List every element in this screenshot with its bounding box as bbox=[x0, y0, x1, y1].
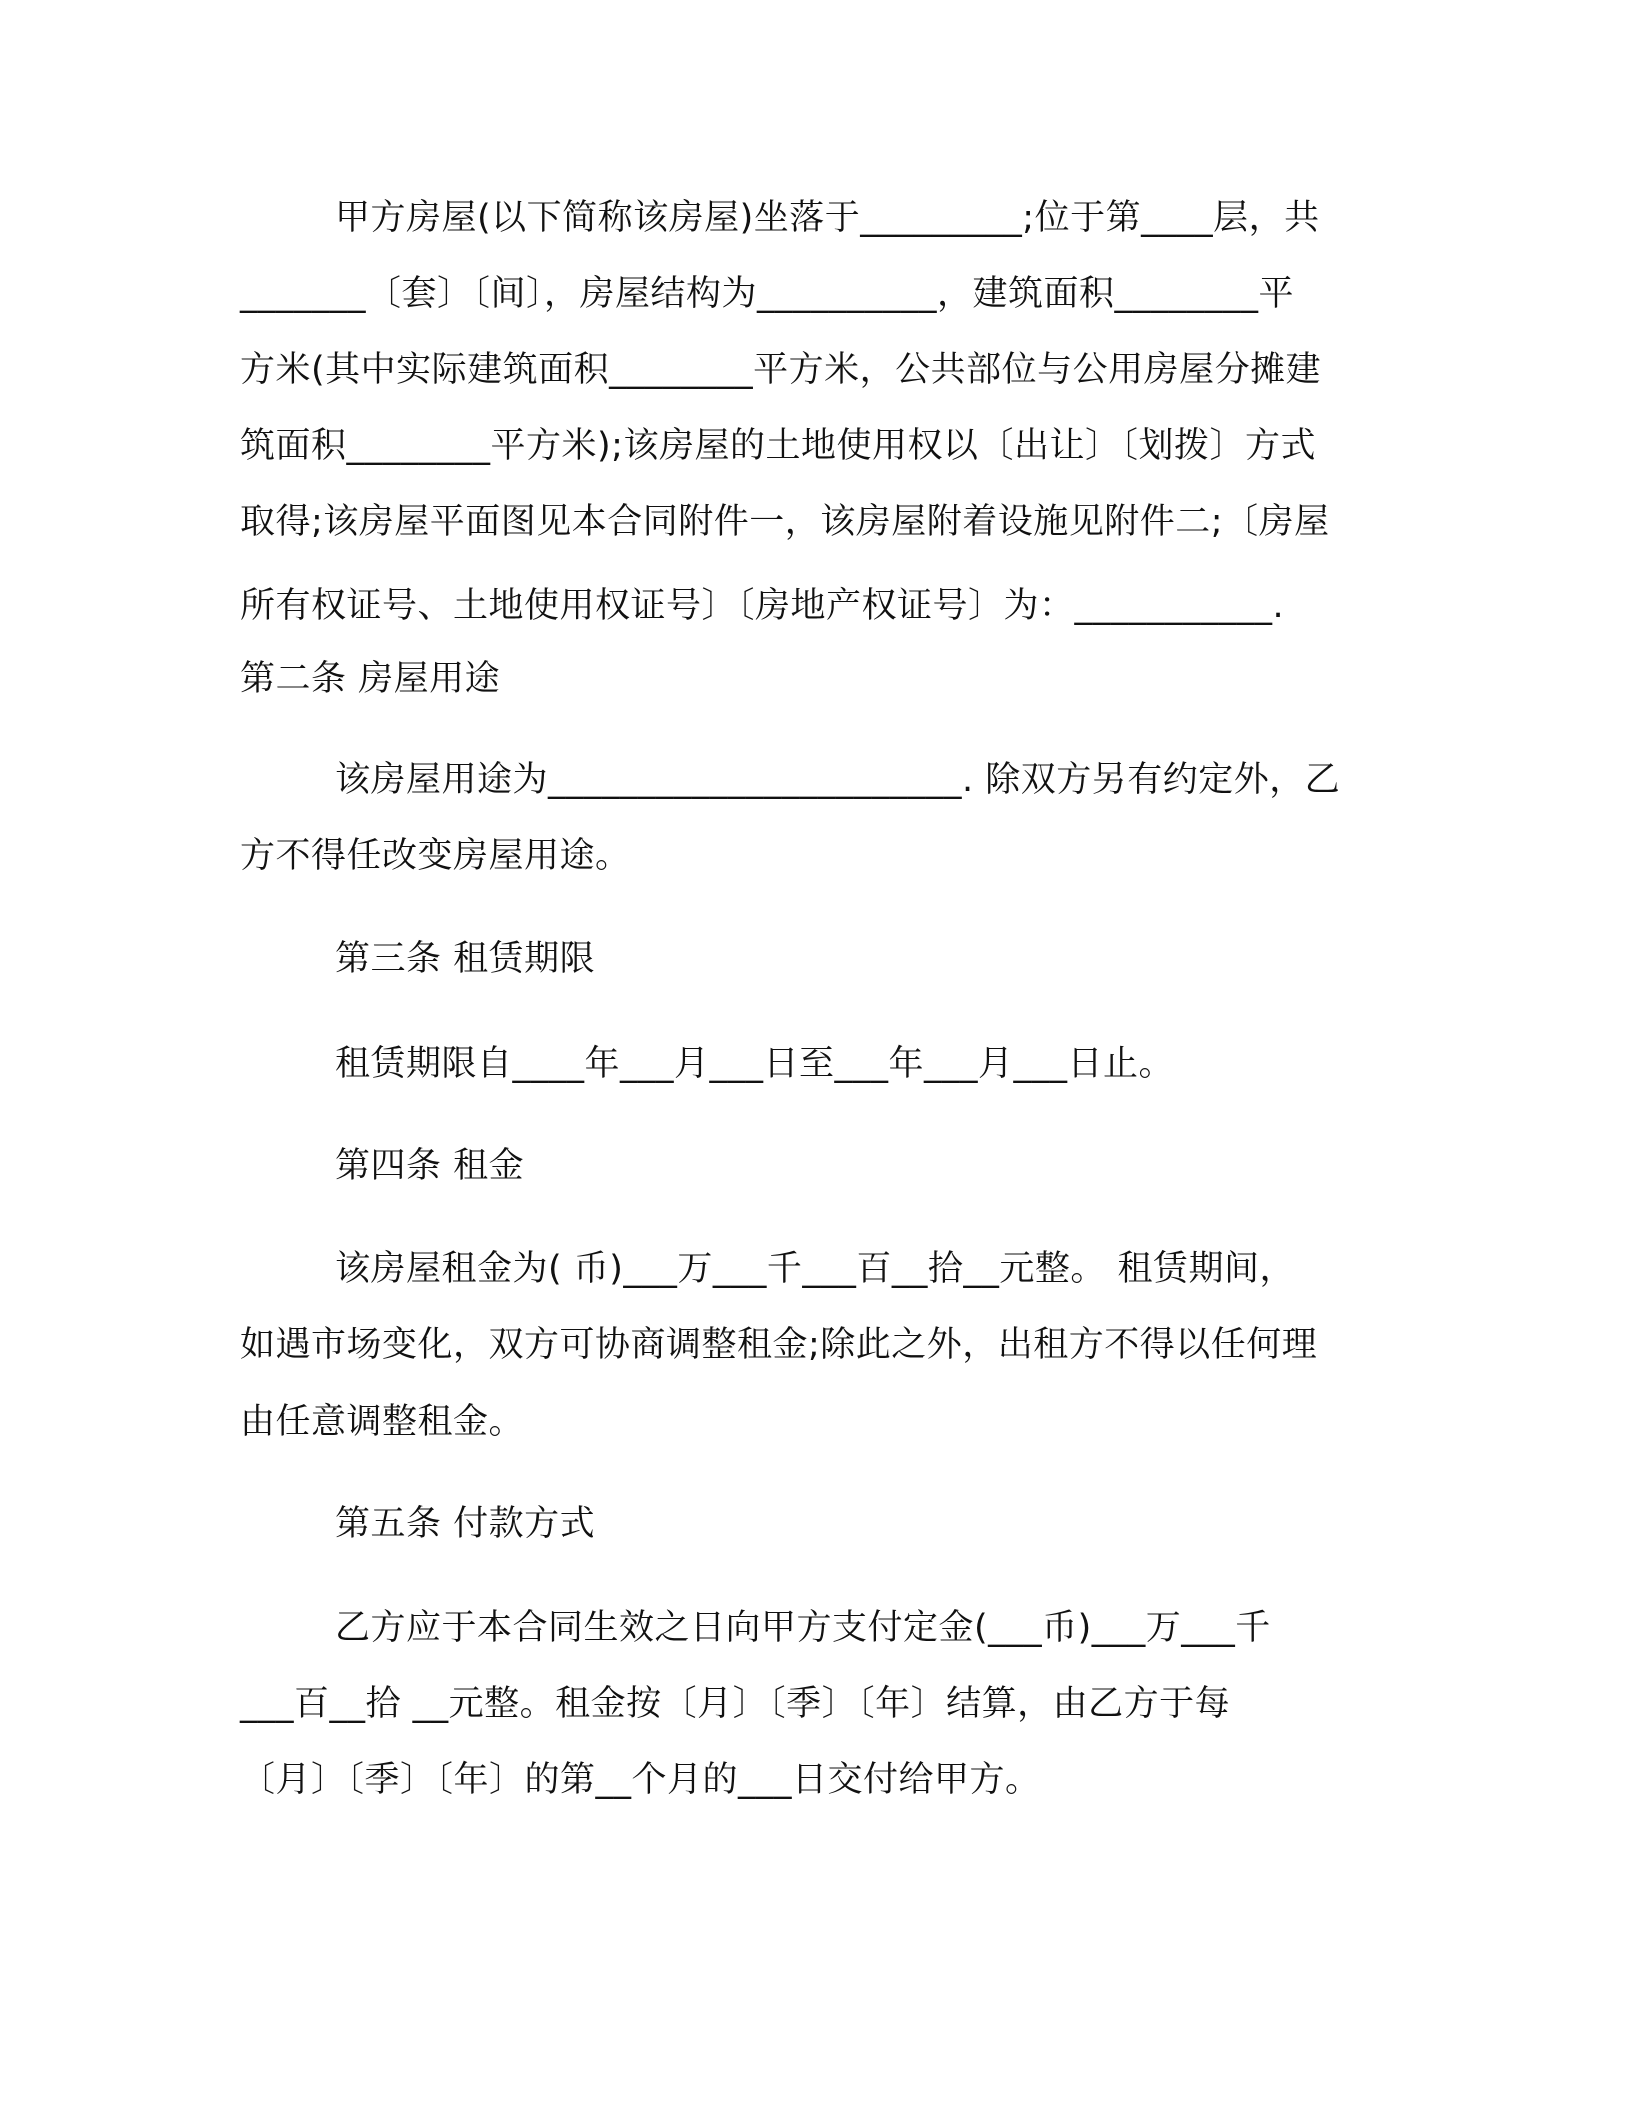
article2-line-1: 该房屋用途为_______________________. 除双方另有约定外，乙 bbox=[335, 760, 1341, 800]
article4-heading: 第四条 租金 bbox=[335, 1146, 525, 1186]
article3-heading: 第三条 租赁期限 bbox=[335, 939, 596, 979]
article4-line-3: 由任意调整租金。 bbox=[240, 1402, 525, 1442]
article1-line-1: 甲方房屋(以下简称该房屋)坐落于_________;位于第____层，共 bbox=[335, 198, 1320, 238]
article1-line-6: 所有权证号、土地使用权证号〕〔房地产权证号〕为：___________. bbox=[240, 586, 1285, 626]
article5-line-3: 〔月〕〔季〕〔年〕的第__个月的___日交付给甲方。 bbox=[240, 1760, 1041, 1800]
article5-heading: 第五条 付款方式 bbox=[335, 1504, 596, 1544]
article2-heading: 第二条 房屋用途 bbox=[240, 659, 501, 699]
article3-line-1: 租赁期限自____年___月___日至___年___月___日止。 bbox=[335, 1044, 1175, 1084]
article2-line-2: 方不得任改变房屋用途。 bbox=[240, 836, 631, 876]
article1-line-4: 筑面积________平方米);该房屋的土地使用权以〔出让〕〔划拨〕方式 bbox=[240, 426, 1316, 466]
article1-line-3: 方米(其中实际建筑面积________平方米，公共部位与公用房屋分摊建 bbox=[240, 350, 1322, 390]
article4-line-1: 该房屋租金为( 币)___万___千___百__拾__元整。 租赁期间， bbox=[335, 1249, 1296, 1289]
article5-line-2: ___百__拾 __元整。租金按〔月〕〔季〕〔年〕结算，由乙方于每 bbox=[240, 1684, 1231, 1724]
article1-line-5: 取得;该房屋平面图见本合同附件一，该房屋附着设施见附件二;〔房屋 bbox=[240, 502, 1330, 542]
article5-line-1: 乙方应于本合同生效之日向甲方支付定金(___币)___万___千 bbox=[335, 1608, 1271, 1648]
article1-line-2: _______〔套〕〔间〕，房屋结构为__________，建筑面积________平 bbox=[240, 274, 1295, 314]
article4-line-2: 如遇市场变化，双方可协商调整租金;除此之外，出租方不得以任何理 bbox=[240, 1325, 1318, 1365]
